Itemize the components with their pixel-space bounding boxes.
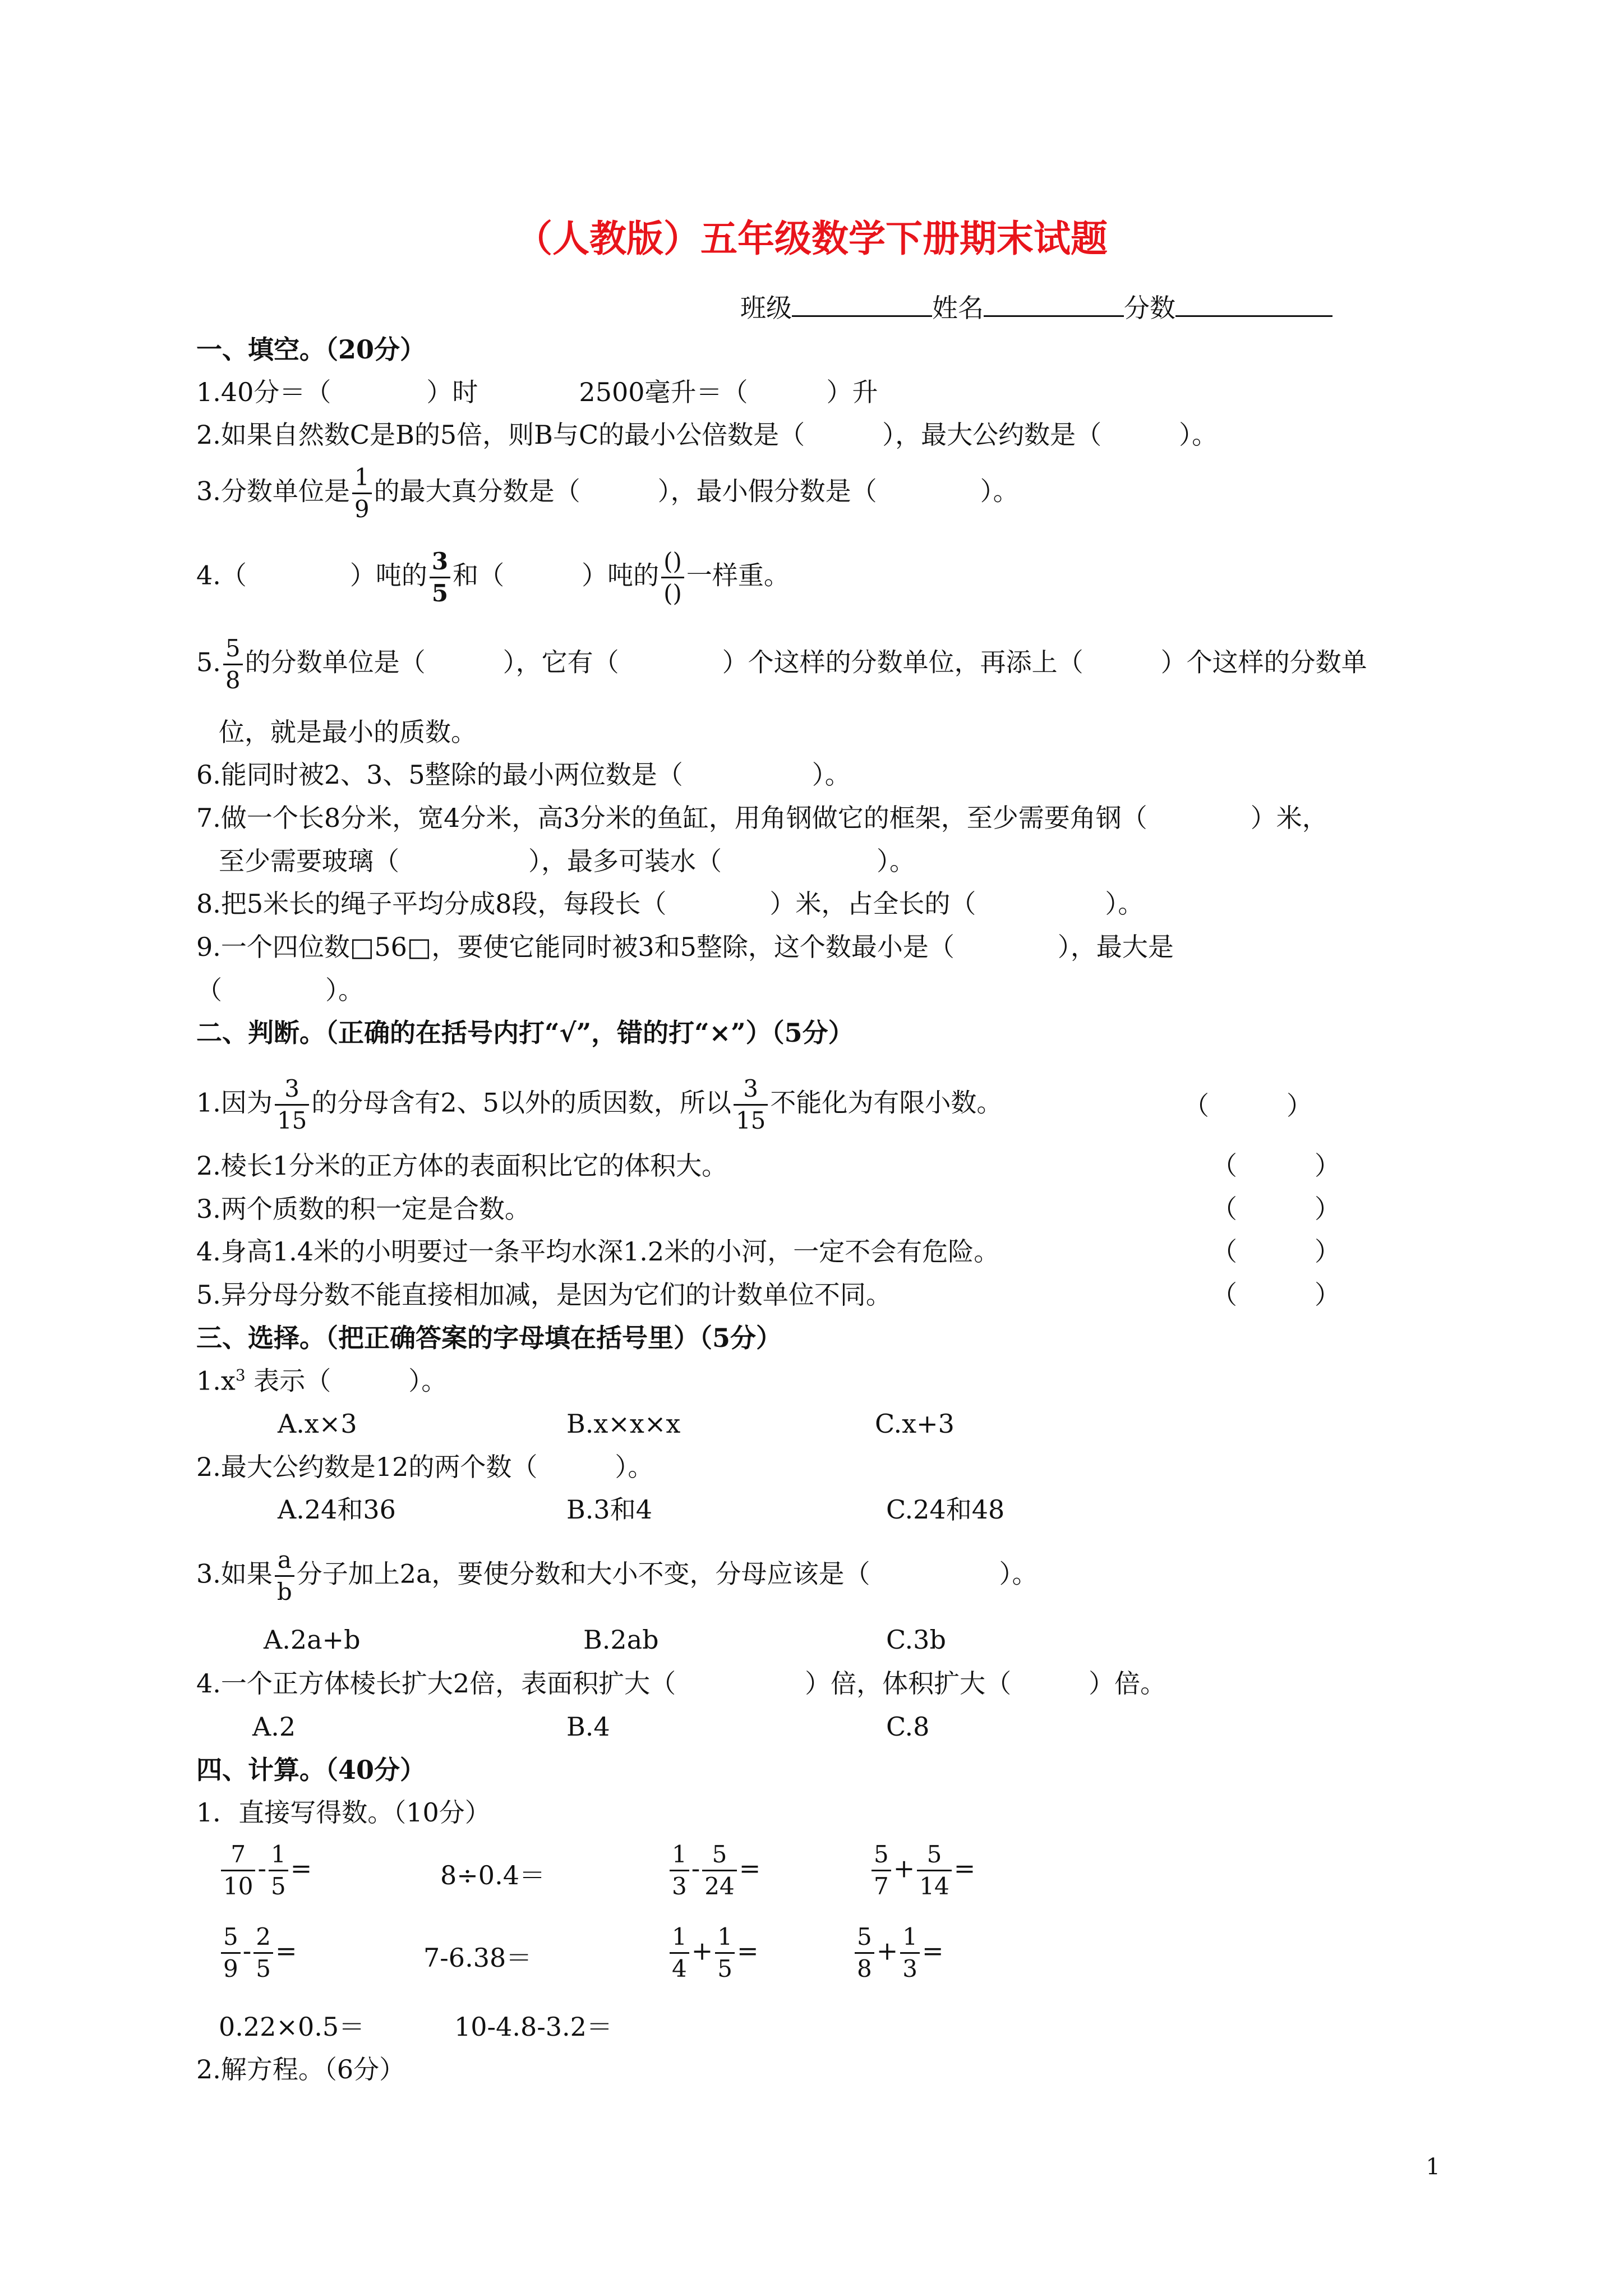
s3-q3-option-c: C.3b xyxy=(886,1625,946,1655)
answer-paren[interactable]: （ ） xyxy=(1211,1194,1340,1224)
calc-item: $\frac{1}{4}$ + $\frac{1}{5}$ = xyxy=(667,1925,759,1981)
s1-question-5-cont: 位，就是最小的质数。 xyxy=(219,717,477,747)
calc-item: 7-6.38＝ xyxy=(423,1943,532,1973)
fraction: $\frac{5}{8}$ xyxy=(223,637,243,692)
section-1-heading: 一、填空。（20分） xyxy=(196,334,426,365)
s3-q2-option-b: B.3和4 xyxy=(566,1494,652,1525)
calc-item: 0.22×0.5＝ xyxy=(219,2012,365,2042)
s1-question-5: 5. $\frac{5}{8}$ 的分数单位是（ ），它有（ ）个这样的分数单位，再添上（ ）个这样的分数单 xyxy=(196,634,1367,694)
s3-q3-option-a: A.2a+b xyxy=(264,1625,361,1655)
s3-q1-option-b: B.x×x×x xyxy=(566,1409,681,1439)
calc-item: $\frac{5}{7}$ + $\frac{5}{14}$ = xyxy=(869,1843,975,1898)
class-label: 班级 xyxy=(740,293,792,323)
fraction: $\frac{3}{15}$ xyxy=(275,1077,309,1133)
s1-question-9-cont: （ ）。 xyxy=(196,975,364,1005)
calc-item: $\frac{5}{8}$ + $\frac{1}{3}$ = xyxy=(852,1925,944,1981)
s3-question-2: 2.最大公约数是12的两个数（ ）。 xyxy=(196,1452,654,1482)
s3-question-4: 4.一个正方体棱长扩大2倍，表面积扩大（ ）倍，体积扩大（ ）倍。 xyxy=(196,1668,1166,1699)
calc-item: 8÷0.4＝ xyxy=(440,1860,545,1890)
s3-q2-option-a: A.24和36 xyxy=(278,1494,396,1525)
calc-item: $\frac{7}{10}$ - $\frac{1}{5}$ = xyxy=(219,1843,312,1898)
calc-item: $\frac{1}{3}$ - $\frac{5}{24}$ = xyxy=(667,1843,760,1898)
s1-question-6: 6.能同时被2、3、5整除的最小两位数是（ ）。 xyxy=(196,760,851,790)
s4-subheading-2: 2.解方程。（6分） xyxy=(196,2054,405,2085)
s3-question-3: 3.如果 $\frac{a}{b}$ 分子加上2a，要使分数和大小不变，分母应该是（ ）。 xyxy=(196,1546,1038,1605)
fraction: $\frac{3}{5}$ xyxy=(430,550,450,605)
s2-question-5: 5.异分母分数不能直接相加减，是因为它们的计数单位不同。 xyxy=(196,1280,892,1310)
s1-question-8: 8.把5米长的绳子平均分成8段，每段长（ ）米，占全长的（ ）。 xyxy=(196,889,1144,919)
answer-paren[interactable]: （ ） xyxy=(1211,1280,1340,1310)
name-blank[interactable] xyxy=(984,292,1124,317)
name-label: 姓名 xyxy=(932,293,984,323)
s2-question-3: 3.两个质数的积一定是合数。 xyxy=(196,1194,531,1224)
s1-question-1: 1.40分＝（ ）时 2500毫升＝（ ）升 xyxy=(196,377,878,407)
calc-item: $\frac{5}{9}$ - $\frac{2}{5}$ = xyxy=(219,1925,297,1981)
fraction: $\frac{3}{15}$ xyxy=(734,1077,768,1133)
page-number: 1 xyxy=(1426,2154,1440,2180)
student-info-row xyxy=(740,292,1332,321)
s3-question-1: $1.x^3$ 表示（ ）。 xyxy=(196,1365,448,1396)
section-2-heading: 二、判断。（正确的在括号内打“√”，错的打“×”）（5分） xyxy=(196,1018,854,1048)
section-4-heading: 四、计算。（40分） xyxy=(196,1755,426,1785)
answer-paren[interactable]: （ ） xyxy=(1183,1091,1312,1121)
answer-paren[interactable]: （ ） xyxy=(1211,1151,1340,1181)
page-title: （人教版）五年级数学下册期末试题 xyxy=(515,217,1108,260)
s2-question-2: 2.棱长1分米的正方体的表面积比它的体积大。 xyxy=(196,1151,728,1181)
s2-question-4: 4.身高1.4米的小明要过一条平均水深1.2米的小河，一定不会有危险。 xyxy=(196,1236,1000,1267)
s3-q4-option-b: B.4 xyxy=(566,1711,610,1742)
fraction: $\frac{()}{()}$ xyxy=(661,550,684,605)
s3-q3-option-b: B.2ab xyxy=(583,1625,659,1655)
s3-q4-option-c: C.8 xyxy=(886,1711,930,1742)
s2-question-1: 1.因为 $\frac{3}{15}$ 的分母含有2、5以外的质因数，所以 $\frac{3}{15}$ 不能化为有限小数。 xyxy=(196,1075,1003,1134)
class-blank[interactable] xyxy=(792,292,932,317)
s4-subheading-1: 1．直接写得数。（10分） xyxy=(196,1797,491,1828)
section-3-heading: 三、选择。（把正确答案的字母填在括号里）（5分） xyxy=(196,1323,782,1353)
score-label: 分数 xyxy=(1124,293,1175,323)
s1-question-3: 3.分数单位是 $\frac{1}{9}$ 的最大真分数是（ ），最小假分数是（ ）。 xyxy=(196,463,1019,523)
s3-q1-option-a: A.x×3 xyxy=(278,1409,357,1439)
fraction: $\frac{a}{b}$ xyxy=(275,1548,294,1604)
s1-question-7-cont: 至少需要玻璃（ ），最多可装水（ ）。 xyxy=(219,846,915,876)
answer-paren[interactable]: （ ） xyxy=(1211,1236,1340,1267)
s3-q1-option-c: C.x+3 xyxy=(875,1409,955,1439)
s1-question-7: 7.做一个长8分米，宽4分米，高3分米的鱼缸，用角钢做它的框架，至少需要角钢（ ）米， xyxy=(196,803,1328,833)
calc-item: 10-4.8-3.2＝ xyxy=(454,2012,612,2042)
score-blank[interactable] xyxy=(1175,292,1332,317)
s1-question-9: 9.一个四位数□56□，要使它能同时被3和5整除，这个数最小是（ ），最大是 xyxy=(196,932,1174,962)
s1-question-4: 4.（ ）吨的 $\frac{3}{5}$ 和（ ）吨的 $\frac{()}{()}$ 一样重。 xyxy=(196,547,790,607)
s1-question-2: 2.如果自然数C是B的5倍，则B与C的最小公倍数是（ ），最大公约数是（ ）。 xyxy=(196,420,1218,450)
s3-q4-option-a: A.2 xyxy=(252,1711,296,1742)
fraction: $\frac{1}{9}$ xyxy=(352,466,372,521)
s3-q2-option-c: C.24和48 xyxy=(886,1494,1005,1525)
